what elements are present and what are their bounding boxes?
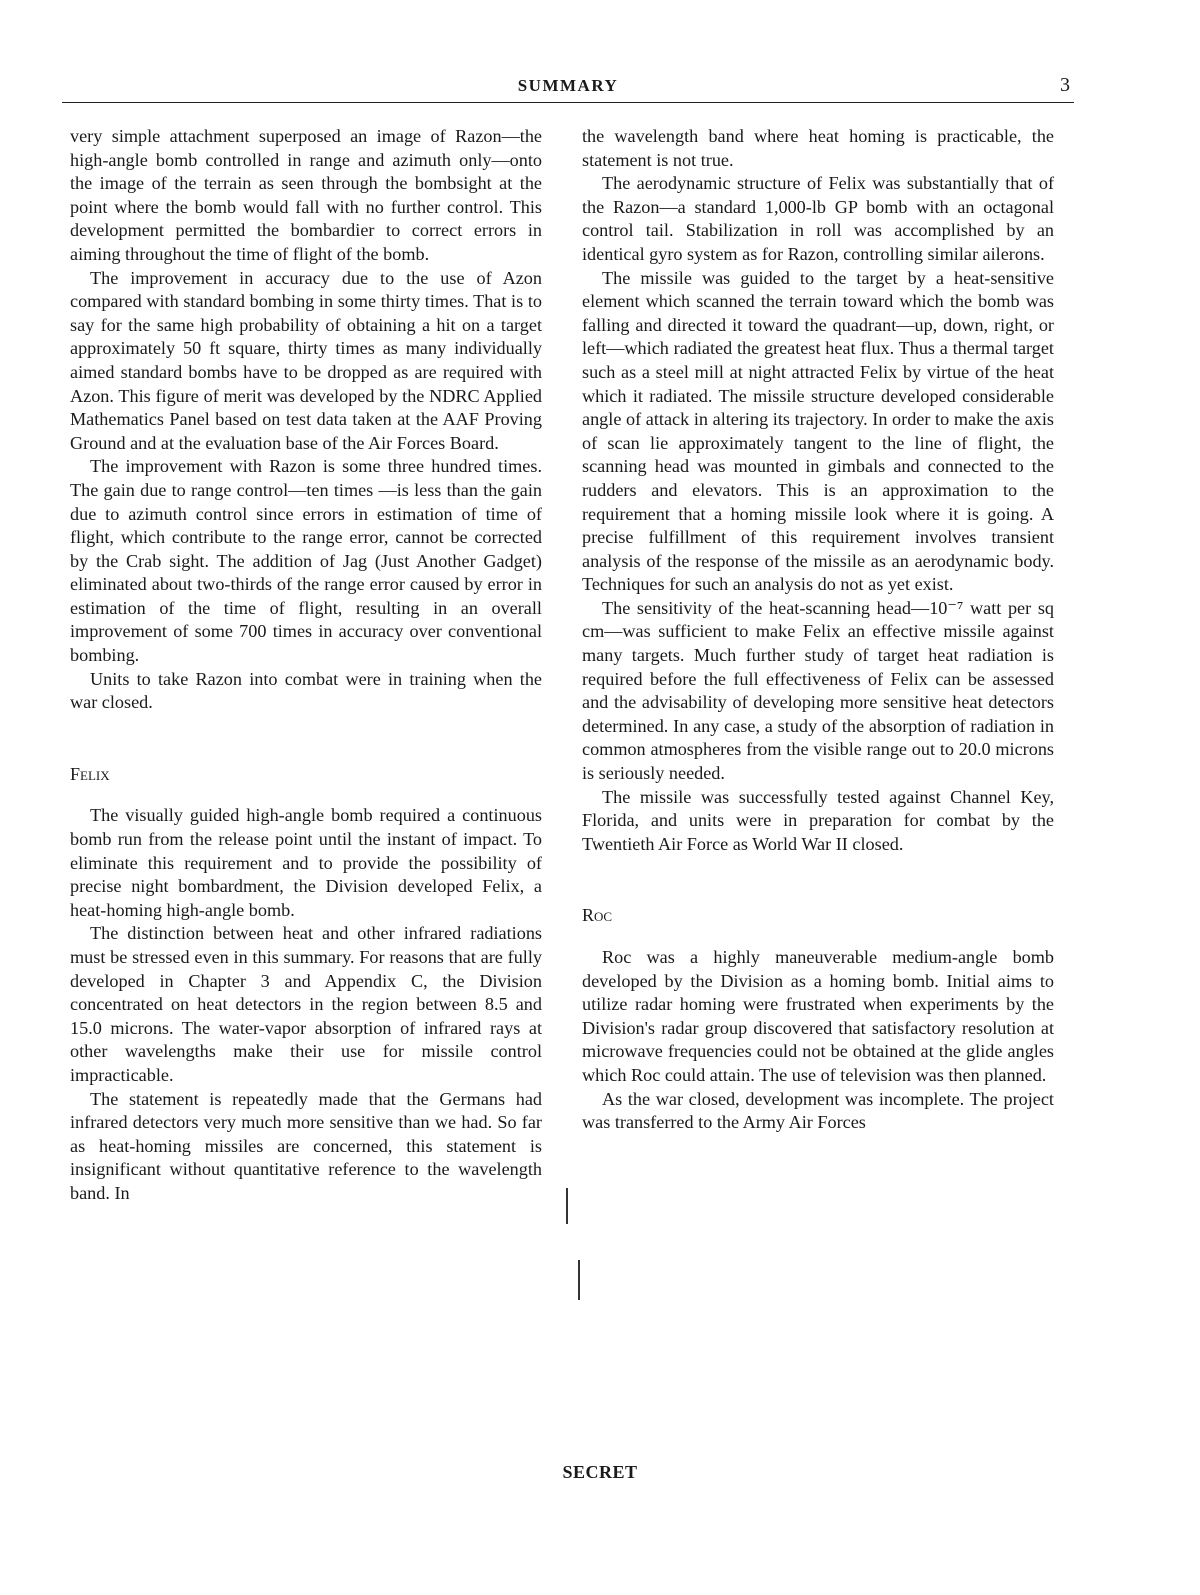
right-column [582,125,1054,1135]
paragraph: The statement is repeatedly made that the Germans had infrared detectors very much more sensitive than we had. So far as heat-homing missiles are concerned, this statement is insignificant without quantitative reference to the wavelength band. In [70,1088,542,1203]
paragraph: As the war closed, development was incomplete. The project was transferred to the Army Air Forces [582,1088,1054,1133]
classification-marking: SECRET [562,1462,638,1482]
paragraph: The distinction between heat and other infrared radiations must be stressed even in this summary. For reasons that are fully developed in Chapter 3 and Appendix C, the Division concentrated on heat detectors in the region between 8.5 and 15.0 microns. The water-vapor absorption of infrared rays at other wavelengths make their use for missile control impracticable. [70,923,542,1085]
paragraph: the wavelength band where heat homing is practicable, the statement is not true. [582,126,1054,170]
paragraph: The visually guided high-angle bomb required a continuous bomb run from the release point until the instant of impact. To eliminate this requirement and to provide the possibility of precise night bombardment, the Division developed Felix, a heat-homing high-angle bomb. [70,805,542,920]
paragraph: very simple attachment superposed an image of Razon—the high-angle bomb controlled in range and azimuth only—onto the image of the terrain as seen through the bombsight at the point where the bomb would fall with no further control. This development permitted the bombardier to correct errors in aiming throughout the time of flight of the bomb. [70,126,542,264]
paragraph: Roc was a highly maneuverable medium-angle bomb developed by the Division as a homing bomb. Initial aims to utilize radar homing were frustrated when experiments by the Division's radar group discovered that satisfactory resolution at microwave frequencies could not be obtained at the glide angles which Roc could attain. The use of television was then planned. [582,947,1054,1085]
paragraph: The aerodynamic structure of Felix was substantially that of the Razon—a standard 1,000-lb GP bomb with an octagonal control tail. Stabilization in roll was accomplished by an identical gyro system as for Razon, controlling similar ailerons. [582,173,1054,264]
left-column [70,125,542,1206]
page-header [62,74,1074,103]
page-number: 3 [1060,74,1070,96]
section-heading-roc: Roc [582,905,613,926]
paragraph: The improvement with Razon is some three hundred times. The gain due to range control—ten times —is less than the gain due to azimuth control since errors in estimation of time of flight, which contribute to the range error, cannot be corrected by the Crab sight. The addition of Jag (Just Another Gadget) eliminated about two-thirds of the range error caused by error in estimation of the time of flight, resulting in an overall improvement of some 700 times in accuracy over conventional bombing. [70,456,542,666]
paragraph: Units to take Razon into combat were in training when the war closed. [70,668,542,713]
paragraph: The missile was successfully tested against Channel Key, Florida, and units were in preparation for combat by the Twentieth Air Force as World War II closed. [582,786,1054,854]
paragraph: The improvement in accuracy due to the use of Azon compared with standard bombing in some thirty times. That is to say for the same high probability of obtaining a hit on a target approximately 50 ft square, thirty times as many individually aimed standard bombs have to be dropped as are required with Azon. This figure of merit was developed by the NDRC Applied Mathematics Panel based on test data taken at the AAF Proving Ground and at the evaluation base of the Air Forces Board. [70,267,542,453]
section-heading-felix: Felix [70,763,110,784]
change-bar [566,1188,568,1224]
paragraph: The sensitivity of the heat-scanning head—10⁻⁷ watt per sq cm—was sufficient to make Felix an effective missile against many targets. Much further study of target heat radiation is required before the full effectiveness of Felix can be assessed and the advisability of developing more sensitive heat detectors determined. In any case, a study of the absorption of radiation in common atmospheres from the visible range out to 20.0 microns is seriously needed. [582,597,1054,784]
running-title: SUMMARY [517,76,619,95]
paragraph: The missile was guided to the target by a heat-sensitive element which scanned the terrain toward which the bomb was falling and directed it toward the quadrant—up, down, right, or left—which radiated the greatest heat flux. Thus a thermal target such as a steel mill at night attracted Felix by virtue of the heat which it radiated. The missile structure developed considerable angle of attack in altering its trajectory. In order to make the axis of scan lie approximately tangent to the line of flight, the scanning head was mounted in gimbals and connected to the rudders and elevators. This is an approximation to the requirement that a homing missile look where it is going. A precise fulfillment of this requirement involves transient analysis of the response of the missile as an aerodynamic body. Techniques for such an analysis do not as yet exist. [582,267,1054,595]
change-bar [578,1260,580,1300]
